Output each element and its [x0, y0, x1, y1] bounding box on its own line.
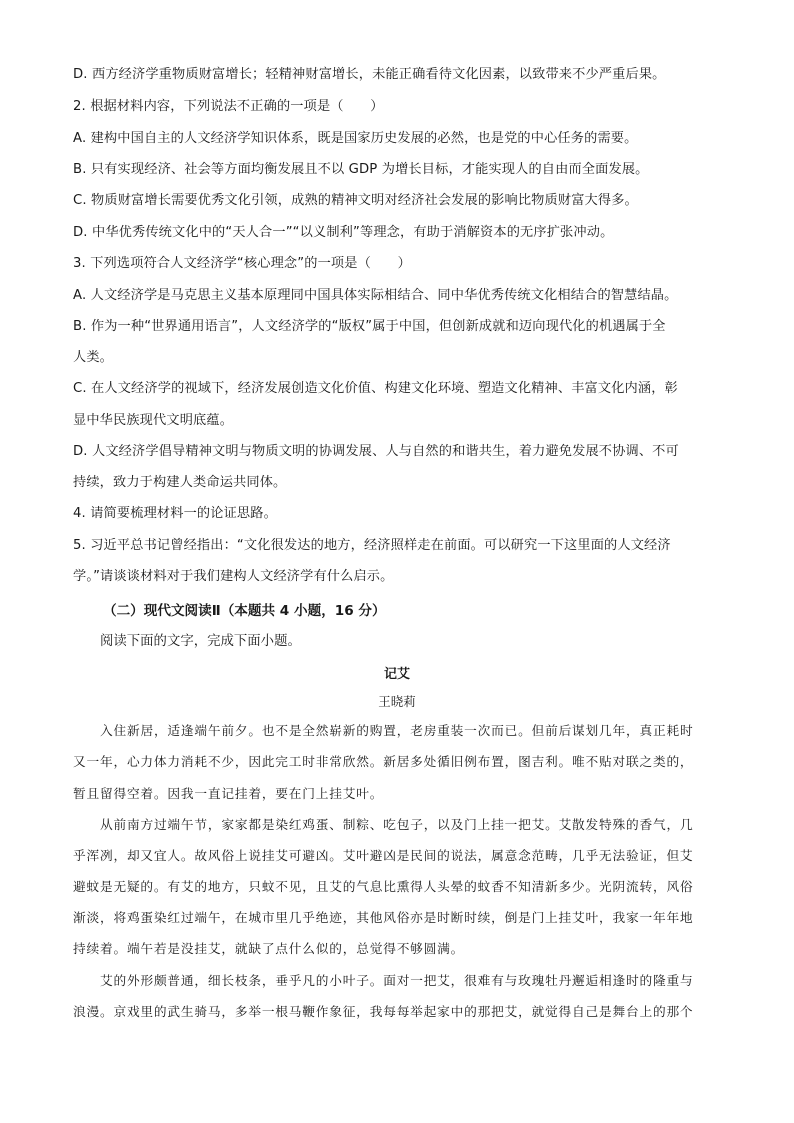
q3-stem: 3. 下列选项符合人文经济学“核心理念”的一项是（ ） [73, 256, 411, 271]
q5-line1: 5. 习近平总书记曾经指出：“文化很发达的地方，经济照样走在前面。可以研究一下这里面的人文经济 [73, 538, 671, 553]
q2-option-d: D. 中华优秀传统文化中的“天人合一”“以义制利”等理念，有助于消解资本的无序扩张冲动。 [73, 225, 614, 240]
q3-option-c-line1: C. 在人文经济学的视域下，经济发展创造文化价值、构建文化环境、塑造文化精神、丰富文化内涵，彰 [73, 381, 678, 396]
para2-line2: 乎浑冽，却又宜人。故风俗上说挂艾可避凶。艾叶避凶是民间的说法，属意念范畴，几乎无法验证，但艾 [73, 848, 694, 863]
q1-option-d: D. 西方经济学重物质财富增长；轻精神财富增长，未能正确看待文化因素，以致带来不少严重后果。 [73, 67, 666, 82]
q2-stem: 2. 根据材料内容，下列说法不正确的一项是（ ） [73, 99, 384, 114]
q2-option-a: A. 建构中国自主的人文经济学知识体系，既是国家历史发展的必然，也是党的中心任务的需要。 [73, 131, 638, 146]
para1-line1: 入住新居，适逢端午前夕。也不是全然崭新的购置，老房重装一次而已。但前后谋划几年，真正耗时 [100, 723, 694, 738]
section-heading: （二）现代文阅读Ⅱ（本题共 4 小题，16 分） [103, 603, 386, 619]
para2-line4: 渐淡，将鸡蛋染红过端午，在城市里几乎绝迹，其他风俗亦是时断时续，倒是门上挂艾叶，我家一年年地 [73, 910, 694, 925]
q3-option-a: A. 人文经济学是马克思主义基本原理同中国具体实际相结合、同中华优秀传统文化相结合的智慧结晶。 [73, 288, 678, 303]
para1-line2: 又一年，心力体力消耗不少，因此完工时非常欣然。新居多处循旧例布置，图吉利。唯不贴对联之类的， [73, 754, 694, 769]
q2-option-c: C. 物质财富增长需要优秀文化引领，成熟的精神文明对经济社会发展的影响比物质财富大得多。 [73, 193, 638, 208]
para2-line1: 从前南方过端午节，家家都是染红鸡蛋、制粽、吃包子，以及门上挂一把艾。艾散发特殊的香气，几 [100, 817, 694, 832]
para3-line2: 浪漫。京戏里的武生骑马，多举一根马鞭作象征，我每每举起家中的那把艾，就觉得自己是舞台上的那个 [73, 1004, 694, 1019]
q3-option-c-line2: 显中华民族现代文明底蕴。 [73, 413, 234, 428]
q4-stem: 4. 请简要梳理材料一的论证思路。 [73, 506, 277, 521]
q2-option-b: B. 只有实现经济、社会等方面均衡发展且不以 GDP 为增长目标，才能实现人的自由而全面发展。 [73, 162, 649, 177]
para3-line1: 艾的外形颇普通，细长枝条，垂乎凡的小叶子。面对一把艾，很难有与玫瑰牡丹邂逅相逢时的隆重与 [100, 973, 694, 988]
q3-option-b-line2: 人类。 [73, 350, 114, 365]
q3-option-b-line1: B. 作为一种“世界通用语言”，人文经济学的“版权”属于中国，但创新成就和迈向现代化的机遇属于全 [73, 319, 666, 334]
article-title: 记艾 [383, 667, 410, 682]
q3-option-d-line2: 持续，致力于构建人类命运共同体。 [73, 475, 287, 490]
q3-option-d-line1: D. 人文经济学倡导精神文明与物质文明的协调发展、人与自然的和谐共生，着力避免发展不协调、不可 [73, 444, 679, 459]
q5-line2: 学。”请谈谈材料对于我们建构人文经济学有什么启示。 [73, 569, 394, 584]
article-author: 王晓莉 [378, 694, 416, 709]
para2-line3: 避蚊是无疑的。有艾的地方，只蚊不见，且艾的气息比熏得人头晕的蚊香不知清新多少。光阴流转，风俗 [73, 879, 694, 894]
section-intro: 阅读下面的文字，完成下面小题。 [100, 634, 301, 649]
para1-line3: 暂且留得空着。因我一直记挂着，要在门上挂艾叶。 [73, 786, 384, 801]
para2-line5: 持续着。端午若是没挂艾，就缺了点什么似的，总觉得不够圆满。 [73, 941, 465, 956]
